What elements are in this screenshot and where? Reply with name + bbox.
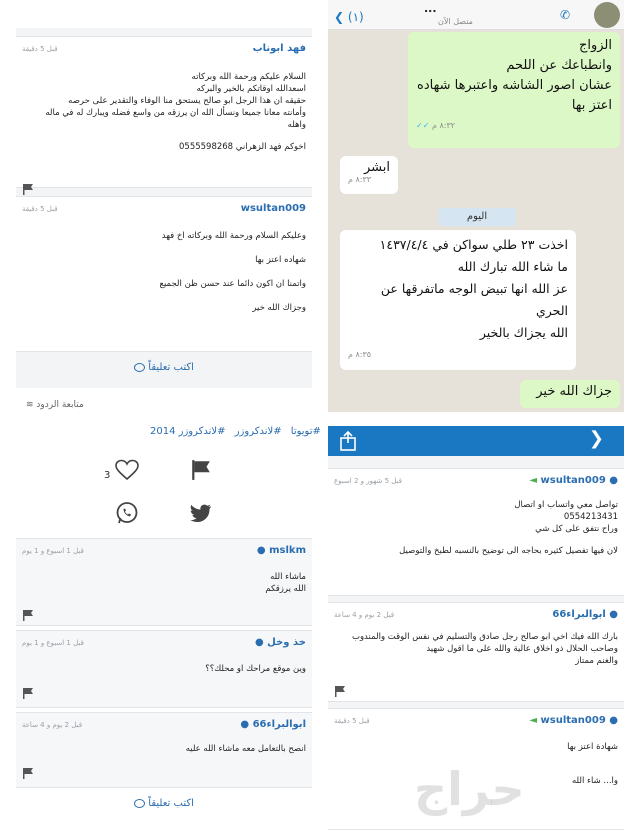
comment-line: انصح بالتعامل معه ماشاء الله عليه [185,744,306,754]
post-username[interactable]: wsultan009 [240,203,306,214]
report-flag-icon[interactable] [22,767,34,779]
user-icon: ● [609,475,618,486]
user-icon: ● [609,609,618,620]
post-line: السلام عليكم ورحمة الله وبركاته [191,72,306,82]
post-line: اسعدالله اوقاتكم بالخير والبركه [196,84,306,94]
comment-card [16,712,312,788]
comment-body [334,499,618,557]
comment-username[interactable]: ابوالبراء66 ● [240,719,306,730]
incoming-message [340,230,576,370]
whatsapp-icon[interactable] [115,501,139,525]
comment-body [22,571,306,595]
comment-time: قبل 2 يوم و 4 ساعة [334,611,395,619]
chat-contact-name: ... [424,2,437,15]
message-time: ✓✓ ٨:٣٢ م [416,121,456,130]
comment-username[interactable]: ● wsultan009 ◄ [529,715,618,726]
forward-chevron-icon[interactable]: ❯ [588,428,604,449]
comment-bubble-icon [134,799,145,808]
post-time: قبل 5 دقيقة [22,205,58,213]
post-time: قبل 5 دقيقة [22,45,58,53]
comment-line: تواصل معي واتساب او اتصال [514,500,618,510]
write-comment-label: اكتب تعليقاً [148,362,194,373]
right-bottom-feed [328,426,624,830]
like-count: 3 [104,470,111,481]
watermark-text: حراج [414,762,525,816]
write-comment-label: اكتب تعليقاً [148,798,194,809]
comment-body [334,631,618,667]
comment-card [16,630,312,708]
write-comment-button[interactable] [16,362,312,373]
incoming-message [340,156,398,194]
post-card [16,36,312,188]
comment-body [22,663,306,675]
post-line: وجزاك الله خير [252,303,306,313]
comment-time: قبل 1 اسبوع و 1 يوم [22,639,84,647]
user-icon: ● [256,545,266,556]
chat-screenshot [328,0,624,412]
comment-line: لان فيها تفصيل كثيره بحاجه الى توضيح بالنسبه لطبخ والتوصيل [399,546,618,556]
message-time: ٨:٣٣ م [348,175,372,184]
comment-card [328,602,624,702]
comment-card [16,538,312,626]
left-top-feed [16,28,312,388]
message-line: الحري [535,303,568,318]
comment-card [328,468,624,596]
comment-line: والغنم ممتاز [575,656,618,666]
message-line: عشان اصور الشاشه واعتبرها شهاده [417,78,612,93]
message-time: ٨:٣٥ م [348,350,372,359]
chat-status: متصل الآن [438,17,473,26]
twitter-icon[interactable] [190,504,212,522]
post-line: وأمانته معانا جميعا ونسأل الله ان يرزقه من واسع فضله ويبارك له في ماله [45,108,306,118]
report-flag-icon[interactable] [22,687,34,699]
unread-count: (١) [347,10,364,24]
comment-time: قبل 1 اسبوع و 1 يوم [22,547,84,555]
message-line: اعتز بها [571,98,612,113]
user-icon: ● [240,719,250,730]
post-line: شهاده اعتز بها [255,255,306,265]
post-line: وعليكم السلام ورحمة الله وبركاته اخ فهد [161,231,306,241]
comment-line: وين موقع مراحك او محلك؟؟ [205,664,306,674]
comment-time: قبل 2 يوم و 4 ساعة [22,721,83,729]
message-line: اخذت ٢٣ طلي سواكن في ١٤٣٧/٤/٤ [379,237,568,252]
chat-header [328,0,624,30]
message-line: ابشر [364,160,390,175]
write-comment-button[interactable] [16,798,312,809]
comment-line: 0554213431 [563,512,618,522]
outgoing-message [408,32,620,148]
follow-replies-label: متابعة الردود [36,400,84,410]
read-ticks-icon: ✓✓ [416,121,430,130]
follow-replies-link[interactable] [26,400,84,410]
comment-time: قبل 5 دقيقة [334,717,370,725]
message-line: ما شاء الله تبارك الله [457,259,568,274]
message-line: عز الله انها تبيض الوجه ماتفرقها عن [380,281,568,296]
comment-line: شهادة اعتز بها [567,742,618,752]
message-line: الله يجزاك بالخير [479,325,568,340]
tag-link[interactable]: #لاندكروزر [234,426,282,437]
user-icon: ● [609,715,618,726]
post-line: حقيقه ان هذا الرجل ابو صالح يستحق منا الوفاء والتقدير على حرصه [68,96,306,106]
heart-icon[interactable] [115,459,139,481]
post-body [22,71,306,153]
comment-line: وا... شاء الله [571,776,618,786]
report-flag-icon[interactable] [190,459,212,481]
report-flag-icon[interactable] [22,609,34,621]
report-flag-icon[interactable] [22,183,34,195]
post-card [16,196,312,352]
comment-line: ماشاء الله [270,572,306,582]
top-bar [328,426,624,456]
post-line: واهله [287,120,306,130]
post-line: واتمنا ان اكون دائما عند حسن ظن الجميع [159,279,306,289]
tag-link[interactable]: #لاندكروزر 2014 [150,426,226,437]
message-line: وانطباعك عن اللحم [506,58,612,73]
comment-time: قبل 5 شهور و 2 اسبوع [334,477,403,485]
comment-username[interactable]: mslkm ● [256,545,306,556]
comment-username[interactable]: ● wsultan009 ◄ [529,475,618,486]
day-separator: اليوم [438,208,516,226]
megaphone-icon: ◄ [529,475,538,486]
rss-icon: ≋ [26,400,34,410]
left-bottom-feed [16,396,321,826]
user-icon: ● [254,637,264,648]
share-icon[interactable] [338,431,358,451]
post-signature: اخوكم فهد الزهراني 0555598268 [179,142,306,152]
comment-username[interactable]: خذ وخل ● [254,637,306,648]
watermark-logo [414,762,525,816]
phone-icon[interactable]: ✆ [560,8,571,22]
megaphone-icon: ◄ [529,715,538,726]
contact-avatar[interactable] [594,2,620,28]
message-line: جزاك الله خير [536,384,612,399]
report-flag-icon[interactable] [334,685,346,697]
comment-bubble-icon [134,363,145,372]
tags-row [150,426,321,437]
tag-link[interactable]: #تويوتا [290,426,321,437]
comment-line: بارك الله فيك اخي ابو صالح رجل صادق والتسليم في نفس الوقت والمندوب [351,632,618,642]
outgoing-message [520,380,620,408]
post-username[interactable]: فهد ابوناب [252,43,306,54]
comment-line: وصاحب الحلال ذو اخلاق عالية والله على ما اقول شهيد [426,644,618,654]
back-button[interactable]: ❮ (١) [334,10,364,24]
comment-username[interactable]: ● ابوالبراء66 [552,609,618,620]
message-line: الزواج [578,38,612,53]
comment-line: الله يرزقكم [265,584,306,594]
post-body [22,229,306,319]
comment-line: وراح نتفق على كل شي [535,524,618,534]
comment-body [22,743,306,755]
